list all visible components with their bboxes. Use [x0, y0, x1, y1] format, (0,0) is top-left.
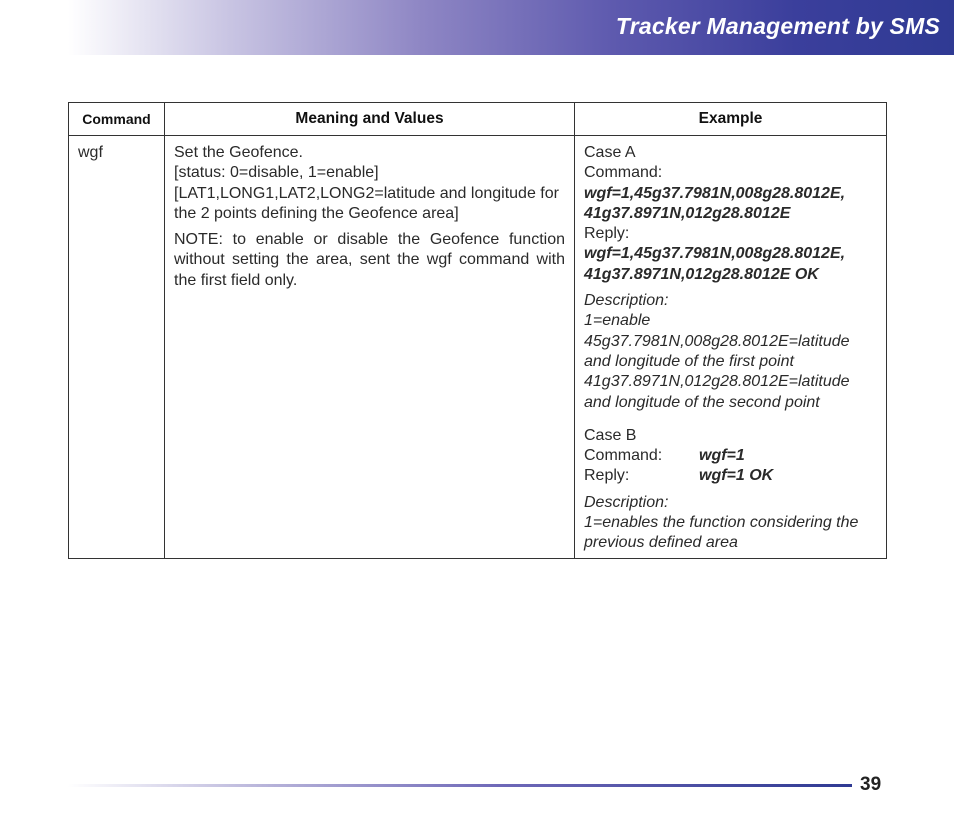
example-cell: [575, 136, 887, 559]
table-header-row: [69, 103, 887, 136]
case-b-title: Case B: [584, 426, 637, 444]
case-b-command-value: wgf=1: [699, 447, 745, 465]
case-b-reply-row: [584, 466, 877, 486]
case-a-reply-label: Reply:: [584, 225, 630, 243]
command-table: [68, 102, 887, 559]
header-band: [68, 0, 954, 55]
page-number: 39: [860, 774, 882, 795]
case-a-description-line: 45g37.7981N,008g28.8012E=latitude and longitude of the first point: [584, 332, 850, 370]
case-a-reply-value: wgf=1,45g37.7981N,008g28.8012E, 41g37.8971N,012g28.8012E OK: [584, 245, 846, 283]
meaning-line: [status: 0=disable, 1=enable]: [174, 164, 379, 182]
case-b-reply-label: Reply:: [584, 467, 630, 485]
meaning-cell: [165, 136, 575, 559]
header-example: Example: [575, 103, 887, 136]
case-b-description-label: Description:: [584, 493, 669, 511]
page-title: Tracker Management by SMS: [615, 13, 940, 39]
meaning-note: NOTE: to enable or disable the Geofence function without setting the area, sent the wgf command with the first field only.: [174, 231, 565, 289]
meaning-line: Set the Geofence.: [174, 144, 303, 161]
case-a-command-label: Command:: [584, 164, 663, 182]
header-command: Command: [69, 103, 165, 136]
case-a-description-line: 41g37.8971N,012g28.8012E=latitude and longitude of the second point: [584, 373, 850, 411]
case-b-description-text: 1=enables the function considering the previous defined area: [584, 514, 859, 552]
command-cell: wgf: [69, 136, 165, 559]
footer-divider: [68, 784, 852, 787]
case-a-command-value: wgf=1,45g37.7981N,008g28.8012E, 41g37.8971N,012g28.8012E: [584, 184, 846, 222]
case-b-reply-value: wgf=1 OK: [699, 467, 774, 485]
header-meaning: Meaning and Values: [165, 103, 575, 136]
case-b-command-label: Command:: [584, 447, 663, 465]
case-b-command-row: [584, 446, 877, 466]
meaning-line: [LAT1,LONG1,LAT2,LONG2=latitude and longitude for the 2 points defining the Geofence area]: [174, 184, 559, 222]
case-a-title: Case A: [584, 144, 636, 161]
case-a-description-label: Description:: [584, 292, 669, 310]
case-a-description-line: 1=enable: [584, 312, 651, 330]
table-row: [69, 136, 887, 559]
